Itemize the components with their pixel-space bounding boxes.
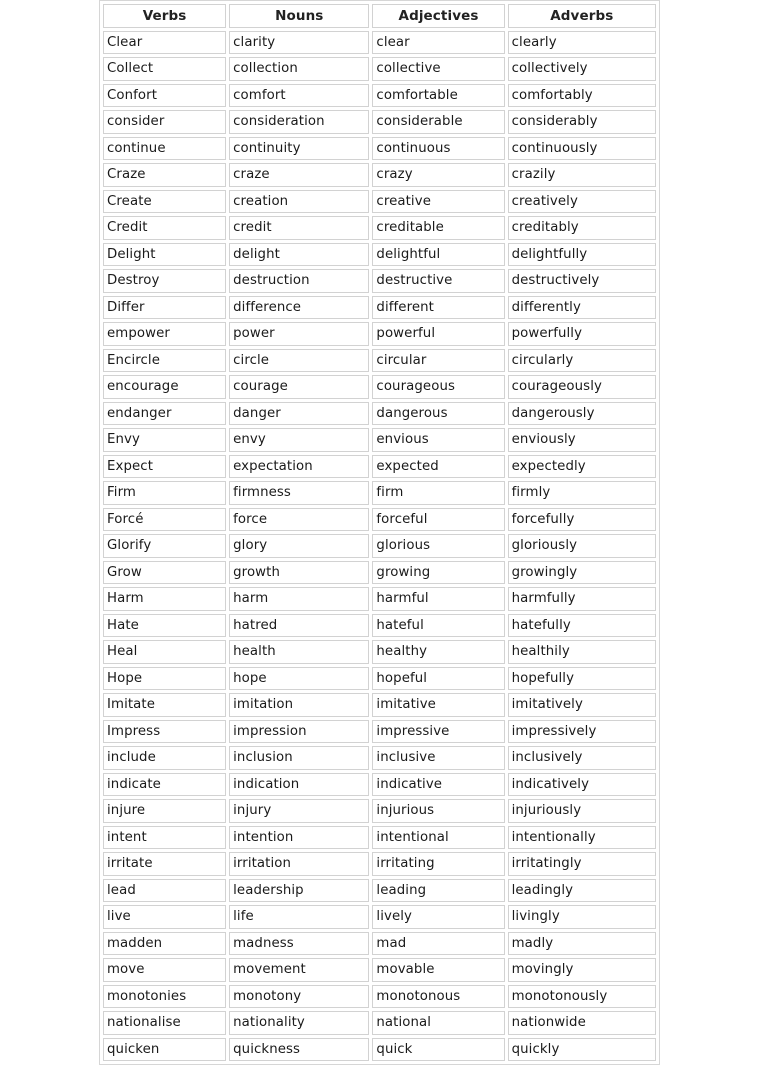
adjective-cell: envious <box>372 428 504 452</box>
table-row <box>103 905 656 929</box>
adjective-cell: intentional <box>372 826 504 850</box>
noun-cell: glory <box>229 534 369 558</box>
verb-cell: Envy <box>103 428 226 452</box>
adjective-cell: lively <box>372 905 504 929</box>
adjective-cell: circular <box>372 349 504 373</box>
noun-cell: imitation <box>229 693 369 717</box>
word-forms-table <box>99 0 660 1065</box>
header-verbs: Verbs <box>103 4 226 28</box>
adverb-cell: circularly <box>508 349 656 373</box>
adverb-cell: comfortably <box>508 84 656 108</box>
adjective-cell: impressive <box>372 720 504 744</box>
adverb-cell: continuously <box>508 137 656 161</box>
verb-cell: consider <box>103 110 226 134</box>
noun-cell: intention <box>229 826 369 850</box>
verb-cell: Forcé <box>103 508 226 532</box>
adjective-cell: hopeful <box>372 667 504 691</box>
noun-cell: circle <box>229 349 369 373</box>
verb-cell: Encircle <box>103 349 226 373</box>
noun-cell: craze <box>229 163 369 187</box>
adverb-cell: healthily <box>508 640 656 664</box>
verb-cell: Clear <box>103 31 226 55</box>
table-row <box>103 720 656 744</box>
verb-cell: continue <box>103 137 226 161</box>
noun-cell: leadership <box>229 879 369 903</box>
verb-cell: injure <box>103 799 226 823</box>
verb-cell: endanger <box>103 402 226 426</box>
table-row <box>103 269 656 293</box>
table-row <box>103 773 656 797</box>
adverb-cell: firmly <box>508 481 656 505</box>
verb-cell: quicken <box>103 1038 226 1062</box>
table-row <box>103 746 656 770</box>
noun-cell: power <box>229 322 369 346</box>
table-row <box>103 84 656 108</box>
verb-cell: Firm <box>103 481 226 505</box>
noun-cell: envy <box>229 428 369 452</box>
adverb-cell: differently <box>508 296 656 320</box>
noun-cell: life <box>229 905 369 929</box>
adjective-cell: harmful <box>372 587 504 611</box>
noun-cell: indication <box>229 773 369 797</box>
noun-cell: growth <box>229 561 369 585</box>
adjective-cell: considerable <box>372 110 504 134</box>
table-row <box>103 826 656 850</box>
table-row <box>103 455 656 479</box>
adjective-cell: continuous <box>372 137 504 161</box>
table-row <box>103 349 656 373</box>
adverb-cell: hatefully <box>508 614 656 638</box>
adverb-cell: impressively <box>508 720 656 744</box>
adjective-cell: leading <box>372 879 504 903</box>
table-row <box>103 190 656 214</box>
adverb-cell: growingly <box>508 561 656 585</box>
adverb-cell: hopefully <box>508 667 656 691</box>
table-row <box>103 31 656 55</box>
table-row <box>103 216 656 240</box>
noun-cell: harm <box>229 587 369 611</box>
adverb-cell: nationwide <box>508 1011 656 1035</box>
adjective-cell: monotonous <box>372 985 504 1009</box>
noun-cell: firmness <box>229 481 369 505</box>
table-row <box>103 163 656 187</box>
adjective-cell: comfortable <box>372 84 504 108</box>
table-row <box>103 1011 656 1035</box>
table-header-row <box>103 4 656 28</box>
adverb-cell: powerfully <box>508 322 656 346</box>
adverb-cell: creditably <box>508 216 656 240</box>
adverb-cell: gloriously <box>508 534 656 558</box>
table-row <box>103 428 656 452</box>
verb-cell: Craze <box>103 163 226 187</box>
table-row <box>103 958 656 982</box>
table-row <box>103 561 656 585</box>
adjective-cell: creative <box>372 190 504 214</box>
adverb-cell: inclusively <box>508 746 656 770</box>
table-row <box>103 852 656 876</box>
adverb-cell: considerably <box>508 110 656 134</box>
adjective-cell: crazy <box>372 163 504 187</box>
verb-cell: Destroy <box>103 269 226 293</box>
verb-cell: Collect <box>103 57 226 81</box>
verb-cell: Credit <box>103 216 226 240</box>
table-row <box>103 322 656 346</box>
noun-cell: courage <box>229 375 369 399</box>
verb-cell: Differ <box>103 296 226 320</box>
noun-cell: nationality <box>229 1011 369 1035</box>
noun-cell: irritation <box>229 852 369 876</box>
noun-cell: danger <box>229 402 369 426</box>
noun-cell: injury <box>229 799 369 823</box>
adjective-cell: irritating <box>372 852 504 876</box>
adjective-cell: inclusive <box>372 746 504 770</box>
verb-cell: Confort <box>103 84 226 108</box>
verb-cell: nationalise <box>103 1011 226 1035</box>
adjective-cell: imitative <box>372 693 504 717</box>
adjective-cell: quick <box>372 1038 504 1062</box>
adverb-cell: imitatively <box>508 693 656 717</box>
adjective-cell: expected <box>372 455 504 479</box>
adverb-cell: destructively <box>508 269 656 293</box>
table-body <box>103 31 656 1062</box>
adverb-cell: indicatively <box>508 773 656 797</box>
adverb-cell: delightfully <box>508 243 656 267</box>
header-adverbs: Adverbs <box>508 4 656 28</box>
noun-cell: collection <box>229 57 369 81</box>
noun-cell: credit <box>229 216 369 240</box>
adverb-cell: crazily <box>508 163 656 187</box>
verb-cell: Imitate <box>103 693 226 717</box>
verb-cell: move <box>103 958 226 982</box>
table-row <box>103 296 656 320</box>
noun-cell: continuity <box>229 137 369 161</box>
table-row <box>103 614 656 638</box>
table-row <box>103 879 656 903</box>
verb-cell: Expect <box>103 455 226 479</box>
verb-cell: intent <box>103 826 226 850</box>
adverb-cell: clearly <box>508 31 656 55</box>
adjective-cell: healthy <box>372 640 504 664</box>
table-row <box>103 932 656 956</box>
table-row <box>103 57 656 81</box>
adverb-cell: monotonously <box>508 985 656 1009</box>
adjective-cell: destructive <box>372 269 504 293</box>
noun-cell: clarity <box>229 31 369 55</box>
adjective-cell: dangerous <box>372 402 504 426</box>
noun-cell: hatred <box>229 614 369 638</box>
table-row <box>103 985 656 1009</box>
verb-cell: empower <box>103 322 226 346</box>
verb-cell: live <box>103 905 226 929</box>
table-row <box>103 1038 656 1062</box>
adjective-cell: growing <box>372 561 504 585</box>
adjective-cell: courageous <box>372 375 504 399</box>
adjective-cell: delightful <box>372 243 504 267</box>
noun-cell: health <box>229 640 369 664</box>
adjective-cell: movable <box>372 958 504 982</box>
adverb-cell: dangerously <box>508 402 656 426</box>
verb-cell: madden <box>103 932 226 956</box>
noun-cell: monotony <box>229 985 369 1009</box>
header-nouns: Nouns <box>229 4 369 28</box>
verb-cell: Delight <box>103 243 226 267</box>
verb-cell: Hope <box>103 667 226 691</box>
noun-cell: force <box>229 508 369 532</box>
adverb-cell: injuriously <box>508 799 656 823</box>
adverb-cell: collectively <box>508 57 656 81</box>
noun-cell: expectation <box>229 455 369 479</box>
verb-cell: Impress <box>103 720 226 744</box>
noun-cell: creation <box>229 190 369 214</box>
verb-cell: encourage <box>103 375 226 399</box>
adverb-cell: harmfully <box>508 587 656 611</box>
adjective-cell: clear <box>372 31 504 55</box>
adjective-cell: national <box>372 1011 504 1035</box>
adjective-cell: firm <box>372 481 504 505</box>
adjective-cell: collective <box>372 57 504 81</box>
table-row <box>103 587 656 611</box>
noun-cell: delight <box>229 243 369 267</box>
adverb-cell: leadingly <box>508 879 656 903</box>
adjective-cell: mad <box>372 932 504 956</box>
adverb-cell: courageously <box>508 375 656 399</box>
verb-cell: Glorify <box>103 534 226 558</box>
noun-cell: madness <box>229 932 369 956</box>
adverb-cell: creatively <box>508 190 656 214</box>
table-row <box>103 402 656 426</box>
table-row <box>103 667 656 691</box>
adverb-cell: madly <box>508 932 656 956</box>
header-adjectives: Adjectives <box>372 4 504 28</box>
verb-cell: irritate <box>103 852 226 876</box>
adverb-cell: enviously <box>508 428 656 452</box>
noun-cell: impression <box>229 720 369 744</box>
table-row <box>103 375 656 399</box>
adjective-cell: forceful <box>372 508 504 532</box>
table-row <box>103 110 656 134</box>
verb-cell: Harm <box>103 587 226 611</box>
adjective-cell: different <box>372 296 504 320</box>
verb-cell: monotonies <box>103 985 226 1009</box>
adverb-cell: forcefully <box>508 508 656 532</box>
verb-cell: include <box>103 746 226 770</box>
table-row <box>103 693 656 717</box>
adverb-cell: movingly <box>508 958 656 982</box>
table-row <box>103 534 656 558</box>
noun-cell: consideration <box>229 110 369 134</box>
adverb-cell: intentionally <box>508 826 656 850</box>
adjective-cell: powerful <box>372 322 504 346</box>
verb-cell: Grow <box>103 561 226 585</box>
table-row <box>103 508 656 532</box>
adjective-cell: injurious <box>372 799 504 823</box>
verb-cell: Hate <box>103 614 226 638</box>
table-row <box>103 799 656 823</box>
verb-cell: lead <box>103 879 226 903</box>
adjective-cell: glorious <box>372 534 504 558</box>
noun-cell: inclusion <box>229 746 369 770</box>
verb-cell: Heal <box>103 640 226 664</box>
noun-cell: quickness <box>229 1038 369 1062</box>
table-row <box>103 137 656 161</box>
adjective-cell: creditable <box>372 216 504 240</box>
noun-cell: difference <box>229 296 369 320</box>
adverb-cell: expectedly <box>508 455 656 479</box>
adverb-cell: livingly <box>508 905 656 929</box>
verb-cell: Create <box>103 190 226 214</box>
noun-cell: comfort <box>229 84 369 108</box>
verb-cell: indicate <box>103 773 226 797</box>
adverb-cell: irritatingly <box>508 852 656 876</box>
adverb-cell: quickly <box>508 1038 656 1062</box>
noun-cell: destruction <box>229 269 369 293</box>
table-row <box>103 481 656 505</box>
noun-cell: movement <box>229 958 369 982</box>
adjective-cell: indicative <box>372 773 504 797</box>
table-row <box>103 640 656 664</box>
adjective-cell: hateful <box>372 614 504 638</box>
noun-cell: hope <box>229 667 369 691</box>
table-row <box>103 243 656 267</box>
